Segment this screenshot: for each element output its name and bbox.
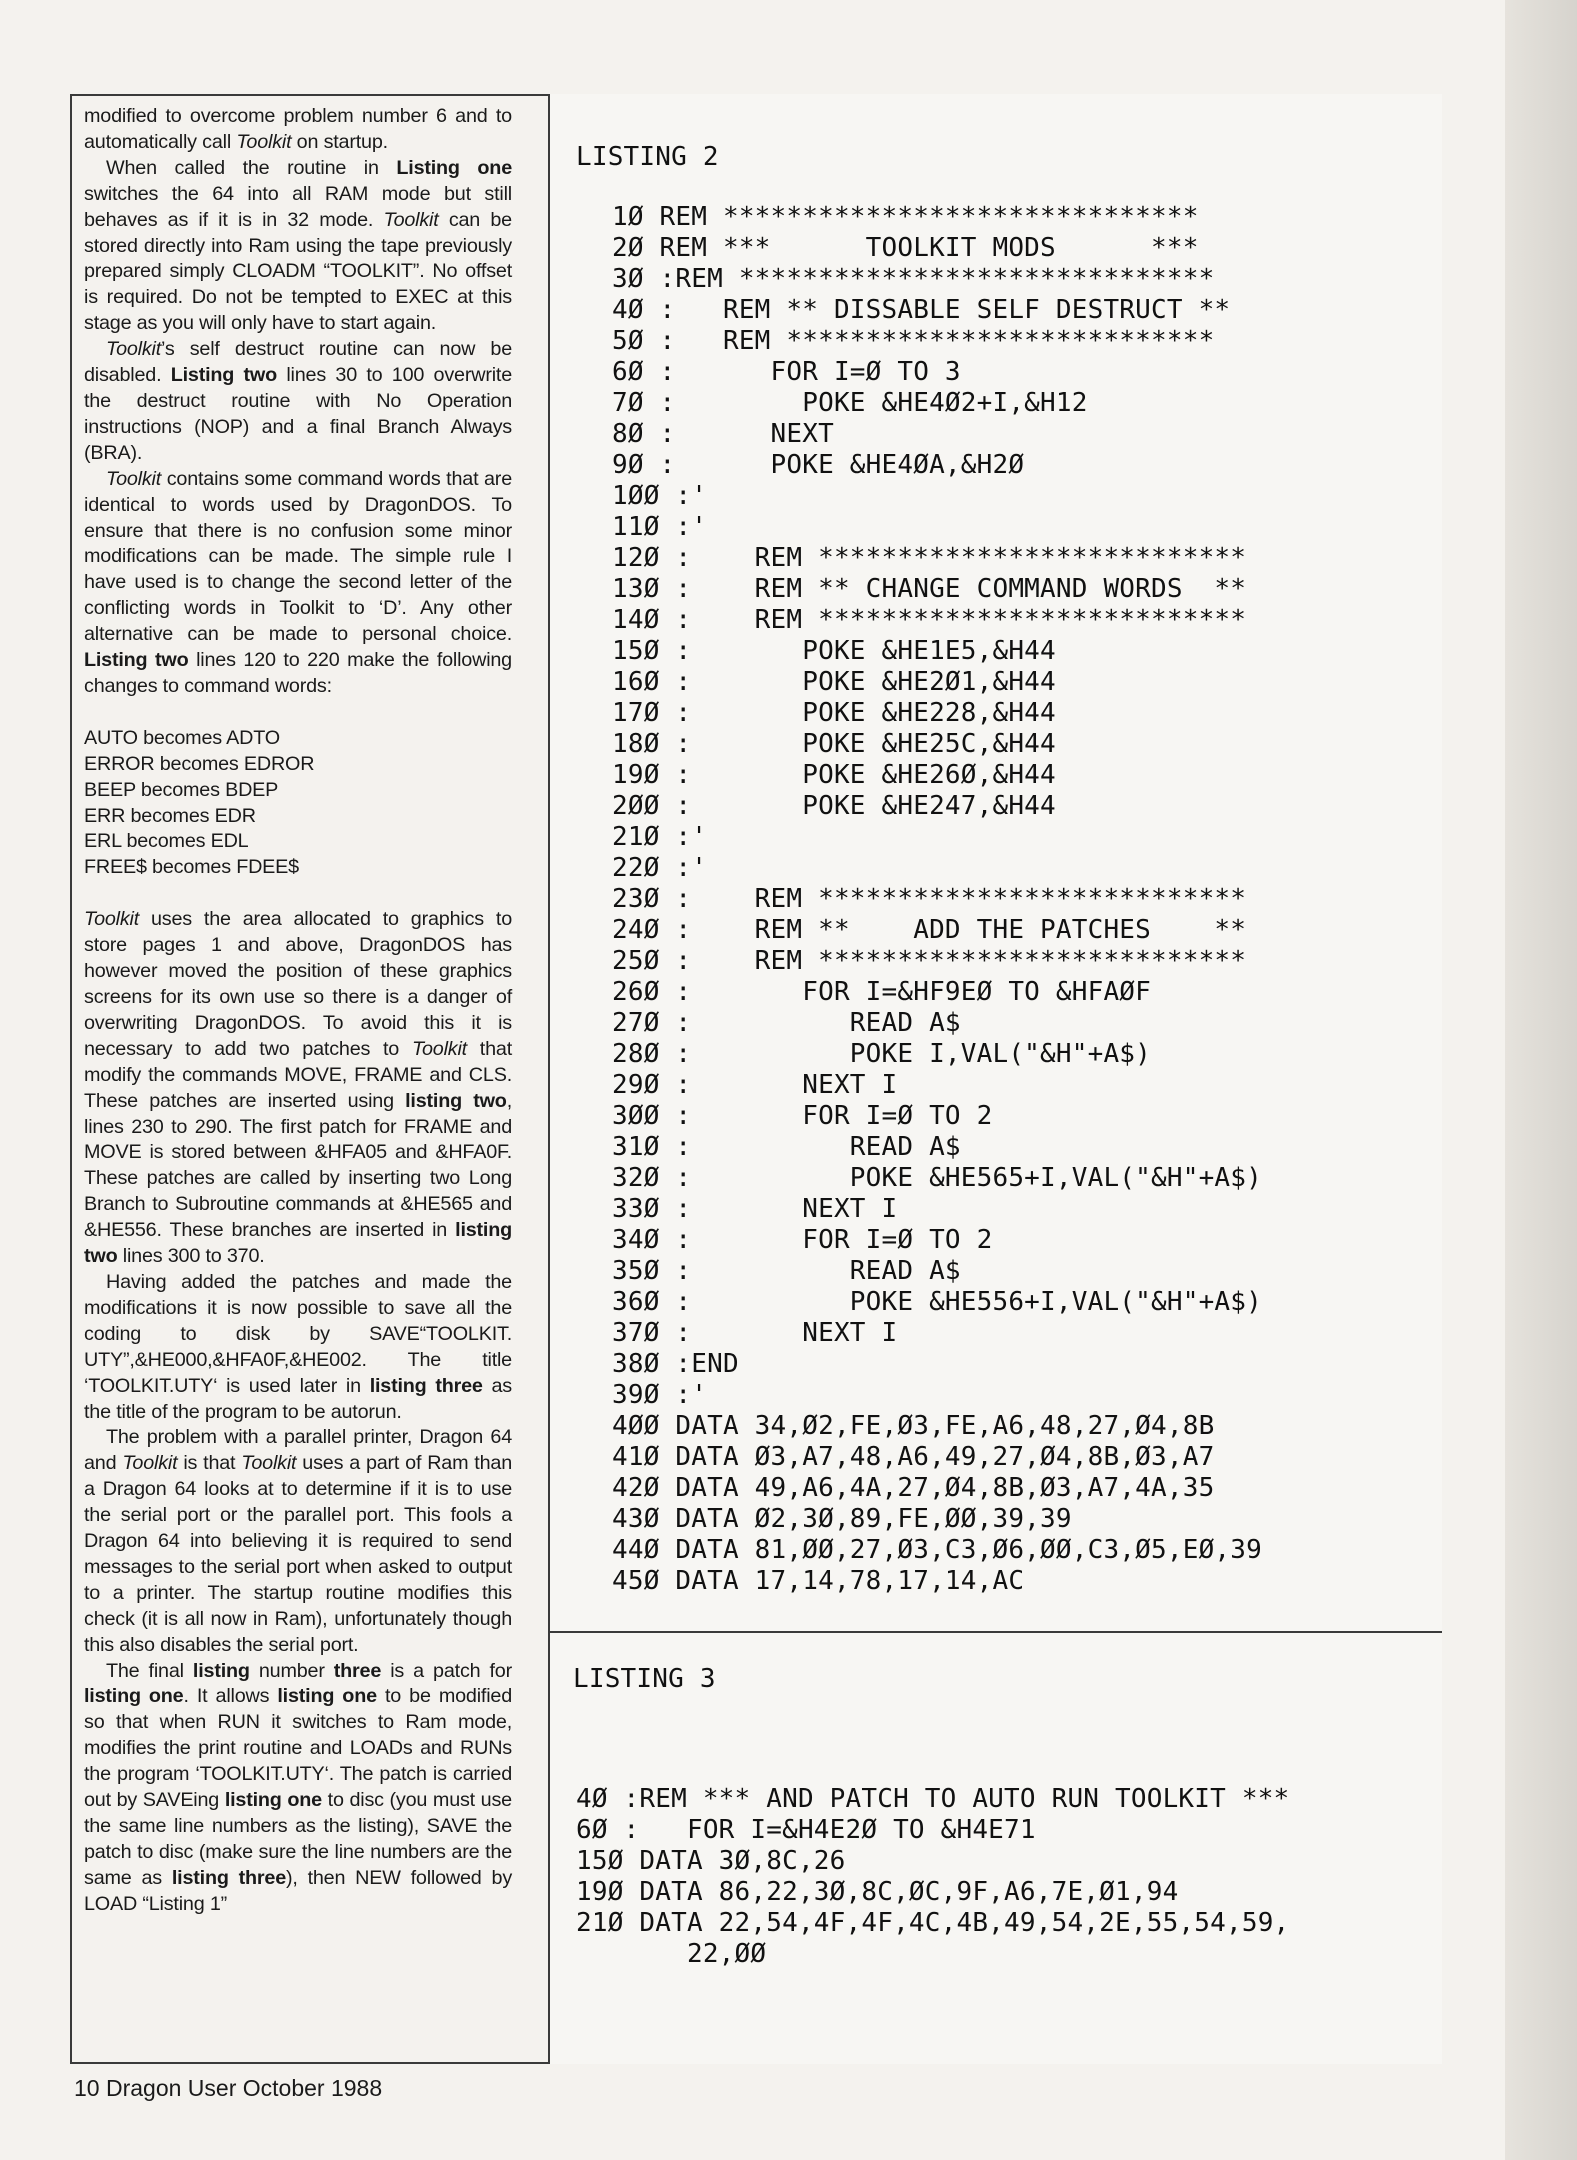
article-text-part-2 <box>84 907 512 1917</box>
code-line: 8Ø : NEXT <box>612 419 834 449</box>
text-run: The problem with a parallel printer, Dragon 64 and <box>84 1426 512 1475</box>
text-run: to be modified so that when RUN it switches to Ram mode, modifies the print routine and LOADs and RUNs the program ‘TOOLKIT.UTY‘. The patch is carried out by SAVEing <box>84 1685 512 1812</box>
code-line: 4ØØ DATA 34,Ø2,FE,Ø3,FE,A6,48,27,Ø4,8B <box>612 1411 1215 1441</box>
page-footer: 10 Dragon User October 1988 <box>74 2075 383 2101</box>
listing-reference: Listing two <box>170 364 277 387</box>
code-line: 18Ø : POKE &HE25C,&H44 <box>612 729 1056 759</box>
emphasis: Toolkit <box>411 1037 467 1060</box>
text-run: When called the routine in <box>106 156 397 179</box>
code-line: 3ØØ : FOR I=Ø TO 2 <box>612 1101 993 1131</box>
text-run: is that <box>177 1452 242 1475</box>
emphasis: Toolkit <box>84 908 140 931</box>
text-run: Having added the patches and made the modifications it is now possible to save all the coding to disk by SAVE“TOOLKIT. UTY”,&HE000,&HFA0F,&HE002. The title ‘TOOLKIT.UTY‘ is used later in <box>84 1270 512 1397</box>
text-run: can be stored directly into Ram using the tape previously prepared simply CLOADM “TOOLKIT”. No offset is required. Do not be tempted to EXEC at this stage as you will only have to start again. <box>84 208 512 335</box>
listing-reference: listing <box>192 1659 250 1682</box>
code-line: 29Ø : NEXT I <box>612 1070 898 1100</box>
text-run: lines 30 to 100 overwrite the destruct routine with No Operation instructions (NOP) and a final Branch Always (BRA). <box>84 364 513 464</box>
code-line: 45Ø DATA 17,14,78,17,14,AC <box>612 1566 1025 1596</box>
listing-reference: Listing one <box>396 156 512 179</box>
code-line: 44Ø DATA 81,ØØ,27,Ø3,C3,Ø6,ØØ,C3,Ø5,EØ,39 <box>612 1535 1262 1565</box>
text-run: as the title of the program to be autorun. <box>84 1374 512 1423</box>
code-line: 21Ø DATA 22,54,4F,4F,4C,4B,49,54,2E,55,54,59, <box>576 1908 1290 1938</box>
code-line: 16Ø : POKE &HE2Ø1,&H44 <box>612 667 1056 697</box>
emphasis: Toolkit <box>106 467 162 490</box>
text-run: lines 300 to 370. <box>117 1245 265 1268</box>
code-line: 12Ø : REM *************************** <box>612 543 1247 573</box>
code-line: 9Ø : POKE &HE4ØA,&H2Ø <box>612 450 1025 480</box>
code-line: 19Ø : POKE &HE26Ø,&H44 <box>612 760 1056 790</box>
code-line: 14Ø : REM *************************** <box>612 605 1247 635</box>
code-line: 15Ø DATA 3Ø,8C,26 <box>576 1846 846 1876</box>
article-paragraph <box>84 1659 512 1918</box>
text-run: . It allows <box>183 1685 278 1708</box>
code-line: 2ØØ : POKE &HE247,&H44 <box>612 791 1056 821</box>
code-line: 2Ø REM *** TOOLKIT MODS *** <box>612 233 1199 263</box>
emphasis: Toolkit <box>122 1452 178 1475</box>
code-line: 1ØØ :' <box>612 481 708 511</box>
code-line: 22,ØØ <box>576 1939 767 1969</box>
article-column <box>84 104 512 1918</box>
listing-reference: listing one <box>277 1685 377 1708</box>
command-changes-list <box>84 726 512 881</box>
code-line: 6Ø : FOR I=Ø TO 3 <box>612 357 961 387</box>
code-line: 33Ø : NEXT I <box>612 1194 898 1224</box>
code-line: 4Ø :REM *** AND PATCH TO AUTO RUN TOOLKIT *** <box>576 1784 1290 1814</box>
listing-reference: listing one <box>84 1685 184 1708</box>
text-run: modified to overcome problem number 6 and to automatically call <box>84 105 512 153</box>
code-line: 19Ø DATA 86,22,3Ø,8C,ØC,9F,A6,7E,Ø1,94 <box>576 1877 1179 1907</box>
emphasis: Toolkit <box>236 130 292 153</box>
emphasis: Toolkit <box>241 1452 297 1475</box>
listing-reference: three <box>333 1659 382 1682</box>
code-line: 26Ø : FOR I=&HF9EØ TO &HFAØF <box>612 977 1152 1007</box>
article-paragraph <box>84 104 512 156</box>
listing-reference: listing three <box>171 1866 286 1889</box>
listing2-title: LISTING 2 <box>576 142 719 172</box>
command-change-item: ERROR becomes EDROR <box>84 752 315 775</box>
code-line: 34Ø : FOR I=Ø TO 2 <box>612 1225 993 1255</box>
code-line: 37Ø : NEXT I <box>612 1318 898 1348</box>
text-run: contains some command words that are identical to words used by DragonDOS. To ensure that there is no confusion some minor modifications can be made. The simple rule I have used is to change the second letter of the conflicting words in Toolkit to ‘D’. Any other alternative can be made to personal choice. <box>84 467 512 646</box>
text-run: ), then NEW followed by LOAD “Listing 1” <box>84 1866 513 1915</box>
article-paragraph <box>84 156 512 337</box>
text-run: lines 120 to 220 make the following changes to command words: <box>84 649 512 697</box>
listing-reference: Listing two <box>84 649 189 672</box>
code-line: 17Ø : POKE &HE228,&H44 <box>612 698 1056 728</box>
emphasis: Toolkit <box>383 208 439 231</box>
code-line: 38Ø :END <box>612 1349 739 1379</box>
page-edge-shadow <box>1505 0 1577 2160</box>
text-run: that modify the commands MOVE, FRAME and CLS. These patches are inserted using <box>84 1037 512 1112</box>
code-line: 31Ø : READ A$ <box>612 1132 961 1162</box>
command-change-item: AUTO becomes ADTO <box>84 726 280 749</box>
command-change-item: FREE$ becomes FDEE$ <box>84 856 299 879</box>
listing-reference: listing three <box>369 1374 483 1397</box>
article-paragraph <box>84 467 512 700</box>
code-line: 32Ø : POKE &HE565+I,VAL("&H"+A$) <box>612 1163 1262 1193</box>
text-run: switches the 64 into all RAM mode but still behaves as if it is in 32 mode. <box>84 182 512 231</box>
code-line: 11Ø :' <box>612 512 708 542</box>
command-change-item: BEEP becomes BDEP <box>84 778 279 801</box>
code-line: 13Ø : REM ** CHANGE COMMAND WORDS ** <box>612 574 1247 604</box>
article-text-part-1 <box>84 104 512 700</box>
code-line: 36Ø : POKE &HE556+I,VAL("&H"+A$) <box>612 1287 1262 1317</box>
text-run: ’s self destruct routine can now be disabled. <box>84 338 512 387</box>
listing-reference: listing two <box>405 1089 507 1112</box>
code-line: 22Ø :' <box>612 853 708 883</box>
text-run: , lines 230 to 290. The first patch for FRAME and MOVE is stored between &HFA05 and &HFA0F. These patches are called by inserting two Long Branch to Subroutine commands at &HE565 and &HE556. These branches are inserted in <box>84 1089 512 1242</box>
listing3-code <box>576 1784 1289 1970</box>
command-change-item: ERL becomes EDL <box>84 830 249 853</box>
command-change-item: ERR becomes EDR <box>84 804 256 827</box>
text-run: number <box>249 1659 334 1682</box>
code-line: 39Ø :' <box>612 1380 708 1410</box>
code-line: 5Ø : REM *************************** <box>612 326 1215 356</box>
text-run: uses the area allocated to graphics to store pages 1 and above, DragonDOS has however moved the position of these graphics screens for its own use so there is a danger of overwriting DragonDOS. To avoid this it is necessary to add two patches to <box>84 908 512 1060</box>
text-run: on startup. <box>291 130 388 153</box>
code-line: 1Ø REM ****************************** <box>612 202 1199 232</box>
article-paragraph <box>84 1425 512 1658</box>
code-line: 25Ø : REM *************************** <box>612 946 1247 976</box>
listing3-title: LISTING 3 <box>573 1664 716 1694</box>
listing2-code <box>612 202 1262 1597</box>
code-line: 3Ø :REM ****************************** <box>612 264 1215 294</box>
code-line: 23Ø : REM *************************** <box>612 884 1247 914</box>
code-line: 27Ø : READ A$ <box>612 1008 961 1038</box>
article-paragraph <box>84 907 512 1270</box>
code-line: 35Ø : READ A$ <box>612 1256 961 1286</box>
listings-divider <box>548 1631 1442 1633</box>
code-line: 21Ø :' <box>612 822 708 852</box>
emphasis: Toolkit <box>106 338 162 361</box>
code-line: 7Ø : POKE &HE4Ø2+I,&H12 <box>612 388 1088 418</box>
text-run: is a patch for <box>381 1659 512 1682</box>
text-run: uses a part of Ram than a Dragon 64 looks at to determine if it is to use the serial port or the parallel port. This fools a Dragon 64 into believing it is required to send messages to the serial port when asked to output to a printer. The startup routine modifies this check (it is all now in Ram), unfortunately though this also disables the serial port. <box>84 1452 513 1656</box>
article-paragraph <box>84 1270 512 1425</box>
code-line: 4Ø : REM ** DISSABLE SELF DESTRUCT ** <box>612 295 1231 325</box>
text-run: to disc (you must use the same line numbers as the listing), SAVE the patch to disc (make sure the line numbers are the same as <box>84 1789 512 1889</box>
listing-reference: listing two <box>84 1219 512 1268</box>
code-line: 24Ø : REM ** ADD THE PATCHES ** <box>612 915 1247 945</box>
code-line: 6Ø : FOR I=&H4E2Ø TO &H4E71 <box>576 1815 1036 1845</box>
listing-reference: listing one <box>224 1789 322 1812</box>
code-line: 28Ø : POKE I,VAL("&H"+A$) <box>612 1039 1152 1069</box>
code-line: 42Ø DATA 49,A6,4A,27,Ø4,8B,Ø3,A7,4A,35 <box>612 1473 1215 1503</box>
article-paragraph <box>84 337 512 467</box>
code-line: 41Ø DATA Ø3,A7,48,A6,49,27,Ø4,8B,Ø3,A7 <box>612 1442 1215 1472</box>
code-line: 15Ø : POKE &HE1E5,&H44 <box>612 636 1056 666</box>
text-run: The final <box>106 1659 193 1682</box>
code-line: 43Ø DATA Ø2,3Ø,89,FE,ØØ,39,39 <box>612 1504 1072 1534</box>
